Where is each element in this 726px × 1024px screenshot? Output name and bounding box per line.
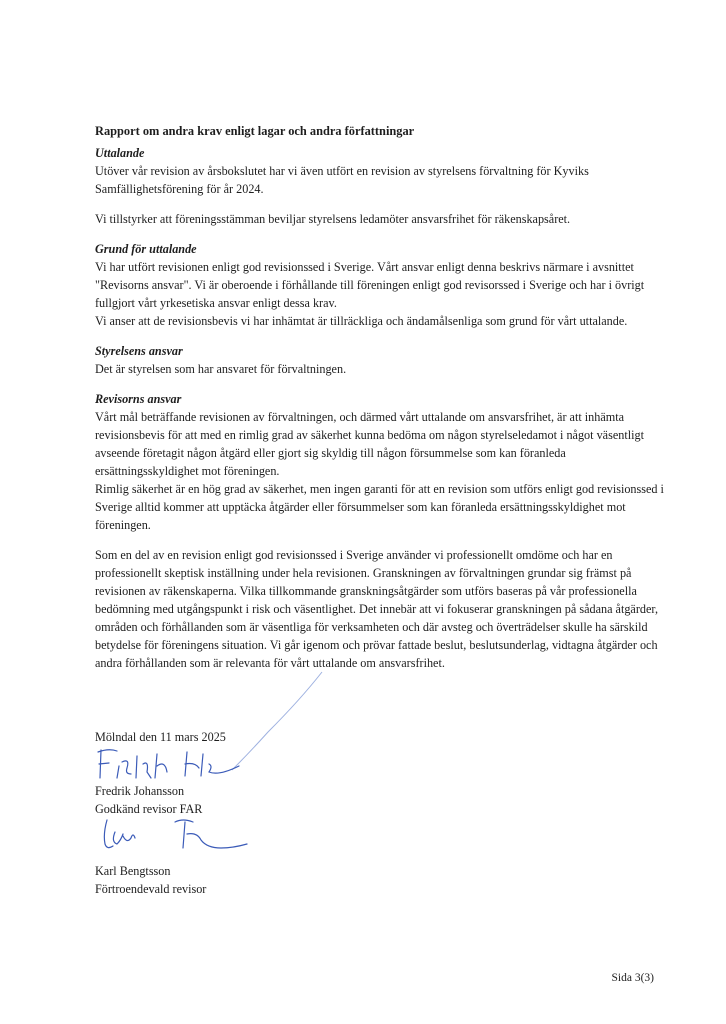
- section-heading-revisorns-ansvar: Revisorns ansvar: [95, 392, 182, 406]
- paragraph: Vi har utfört revisionen enligt god revisionssed i Sverige. Vårt ansvar enligt denna beskrivs närmare i avsnittet "Revisorns ansvar". Vi är oberoende i förhållande till föreningen enligt god revisorssed i Sverige och har i övrigt fullgjort vårt yrkesetiska ansvar enligt dessa krav.: [95, 260, 645, 310]
- paragraph: Det är styrelsen som har ansvaret för förvaltningen.: [95, 362, 347, 376]
- section-heading-styrelsens-ansvar: Styrelsens ansvar: [95, 344, 183, 358]
- section-heading-grund: Grund för uttalande: [95, 242, 197, 256]
- paragraph: Rimlig säkerhet är en hög grad av säkerhet, men ingen garanti för att en revision som utförs enligt god revisionssed i Sverige alltid kommer att upptäcka åtgärder eller försummelser som kan föranleda ersättningsskyldighet mot föreningen.: [95, 482, 664, 532]
- signatory-1-name: Fredrik Johansson: [95, 784, 185, 798]
- signatory-2-role: Förtroendevald revisor: [95, 882, 207, 896]
- section-heading-uttalande: Uttalande: [95, 146, 145, 160]
- paragraph: Vi anser att de revisionsbevis vi har inhämtat är tillräckliga och ändamålsenliga som grund för vårt uttalande.: [95, 314, 628, 328]
- report-title: Rapport om andra krav enligt lagar och andra författningar: [95, 124, 415, 138]
- paragraph: Som en del av en revision enligt god revisionssed i Sverige använder vi professionellt omdöme och har en professionellt skeptisk inställning under hela revisionen. Granskningen av förvaltningen grundar sig främst på revisionen av räkenskaperna. Vilka tillkommande granskningsåtgärder som utförs baseras på vår professionella bedömning med utgångspunkt i risk och väsentlighet. Det innebär att vi fokuserar granskningen på sådana åtgärder, områden och förhållanden som är väsentliga för verksamheten och där avsteg och överträdelser skulle ha särskild betydelse för föreningens situation. Vi går igenom och prövar fattade beslut, beslutsunderlag, vidtagna åtgärder och andra förhållanden som är relevanta för vårt uttalande om ansvarsfrihet.: [95, 548, 659, 670]
- paragraph: Vi tillstyrker att föreningsstämman beviljar styrelsens ledamöter ansvarsfrihet för räkenskapsåret.: [95, 212, 571, 226]
- signatory-2-name: Karl Bengtsson: [95, 864, 171, 878]
- signature-block: [95, 728, 395, 898]
- place-date: Mölndal den 11 mars 2025: [95, 730, 226, 744]
- page-number: Sida 3(3): [611, 972, 654, 984]
- report-body: [95, 122, 665, 672]
- paragraph: Vårt mål beträffande revisionen av förvaltningen, och därmed vårt uttalande om ansvarsfrihet, är att inhämta revisionsbevis för att med en rimlig grad av säkerhet kunna bedöma om någon styrelseledamot i något väsentligt avseende företagit någon åtgärd eller gjort sig skyldig till någon försummelse som kan föranleda ersättningsskyldighet mot föreningen.: [95, 410, 644, 478]
- signatory-1-role: Godkänd revisor FAR: [95, 802, 203, 816]
- paragraph: Utöver vår revision av årsbokslutet har vi även utfört en revision av styrelsens förvaltning för Kyviks Samfällighetsförening för år 2024.: [95, 164, 589, 196]
